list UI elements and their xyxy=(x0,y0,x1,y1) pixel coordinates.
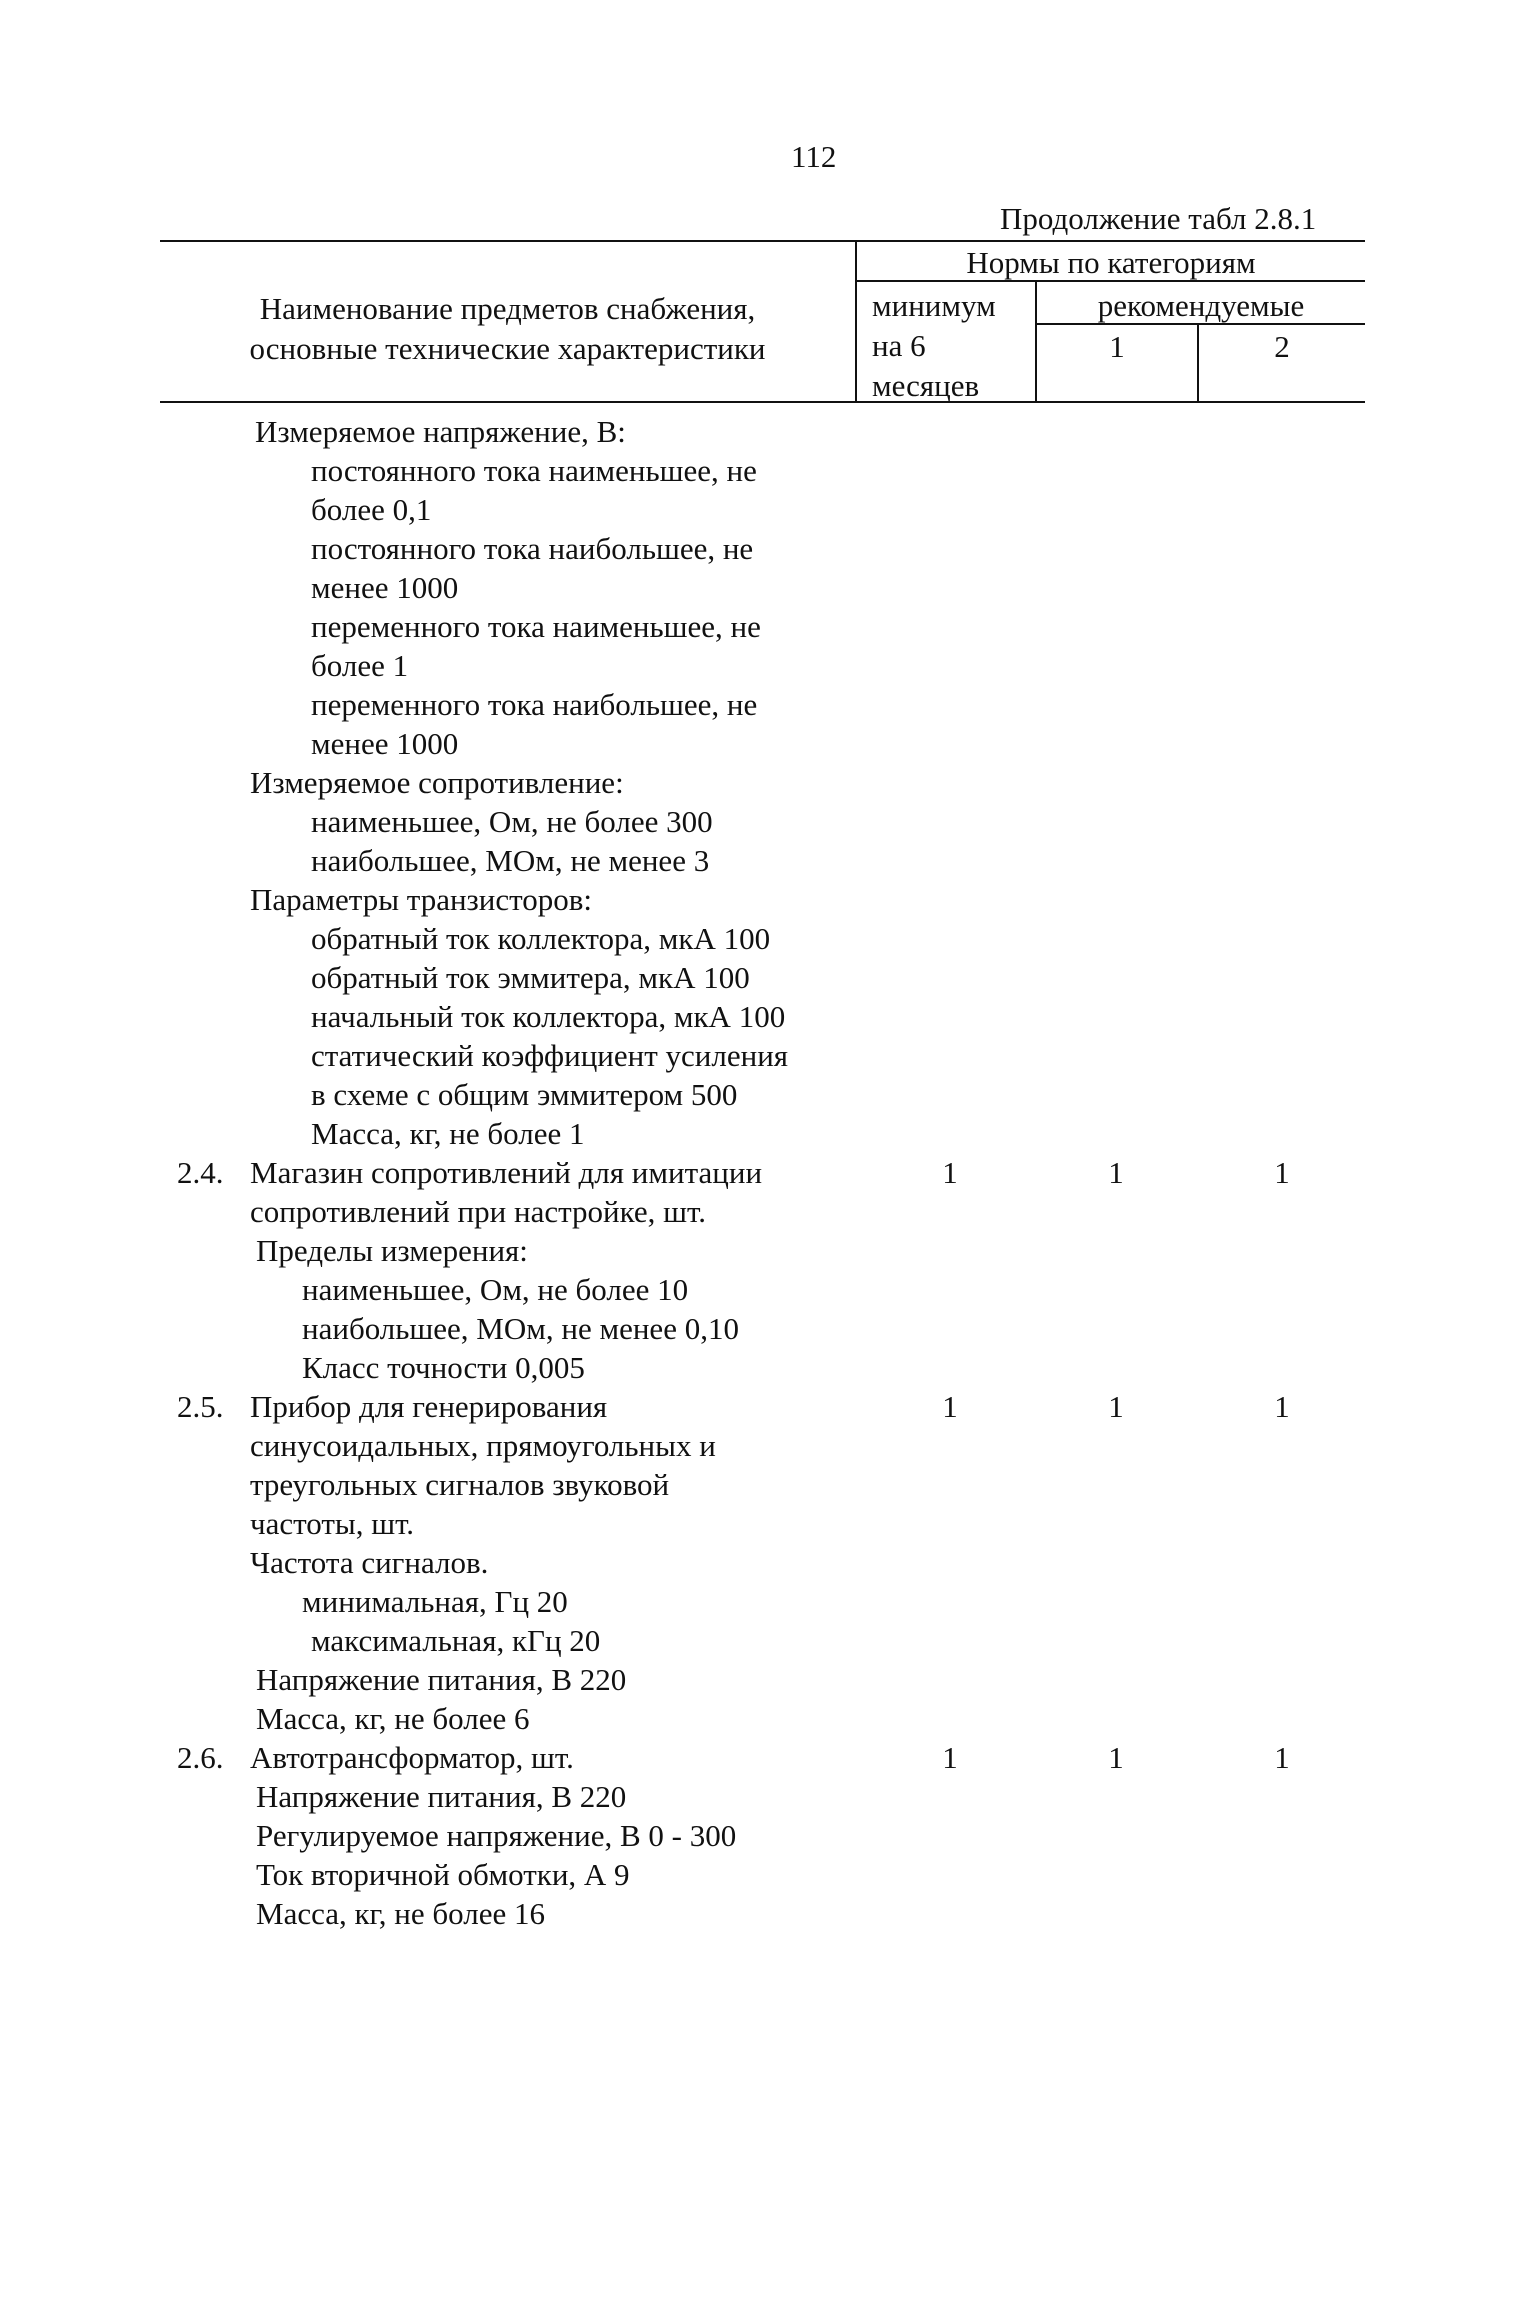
item-minimum-qty: 1 xyxy=(942,1740,958,1775)
item-minimum-qty: 1 xyxy=(942,1155,958,1190)
body-line: переменного тока наименьшее, не xyxy=(311,609,761,644)
body-line: Частота сигналов. xyxy=(250,1545,489,1580)
header-minimum-line-2: на 6 xyxy=(872,328,926,363)
header-minimum-line-3: месяцев xyxy=(872,368,980,403)
body-line: более 0,1 xyxy=(311,492,432,527)
body-line: Магазин сопротивлений для имитации xyxy=(250,1155,763,1190)
header-bottom-rule xyxy=(160,401,1365,403)
body-line: наименьшее, Ом, не более 300 xyxy=(311,804,713,839)
table-continuation-label: Продолжение табл 2.8.1 xyxy=(1000,201,1317,236)
page-number: 112 xyxy=(791,139,837,174)
body-line: Напряжение питания, В 220 xyxy=(256,1662,627,1697)
item-number: 2.6. xyxy=(177,1740,224,1775)
body-line: Параметры транзисторов: xyxy=(250,882,593,917)
item-category-1-qty: 1 xyxy=(1108,1155,1124,1190)
body-line: наименьшее, Ом, не более 10 xyxy=(302,1272,689,1307)
body-line: Автотрансформатор, шт. xyxy=(250,1740,574,1775)
table-top-rule xyxy=(160,240,1365,242)
body-line: менее 1000 xyxy=(311,570,459,605)
body-line: начальный ток коллектора, мкА 100 xyxy=(311,999,786,1034)
header-category-1: 1 xyxy=(1109,329,1125,364)
body-line: обратный ток коллектора, мкА 100 xyxy=(311,921,771,956)
body-line: Масса, кг, не более 1 xyxy=(311,1116,585,1151)
body-line: Пределы измерения: xyxy=(256,1233,528,1268)
header-recommended: рекомендуемые xyxy=(1097,288,1305,323)
body-line: постоянного тока наименьшее, не xyxy=(311,453,757,488)
body-line: Напряжение питания, В 220 xyxy=(256,1779,627,1814)
item-category-2-qty: 1 xyxy=(1274,1389,1290,1424)
item-number: 2.4. xyxy=(177,1155,224,1190)
body-line: Класс точности 0,005 xyxy=(302,1350,585,1385)
item-category-2-qty: 1 xyxy=(1274,1740,1290,1775)
item-number: 2.5. xyxy=(177,1389,224,1424)
body-line: менее 1000 xyxy=(311,726,459,761)
item-category-1-qty: 1 xyxy=(1108,1389,1124,1424)
body-line: Прибор для генерирования xyxy=(250,1389,608,1424)
body-line: максимальная, кГц 20 xyxy=(311,1623,601,1658)
header-minimum-line-1: минимум xyxy=(872,288,996,323)
body-line: в схеме с общим эммитером 500 xyxy=(311,1077,738,1112)
body-line: Ток вторичной обмотки, А 9 xyxy=(256,1857,630,1892)
body-line: сопротивлений при настройке, шт. xyxy=(250,1194,706,1229)
body-line: минимальная, Гц 20 xyxy=(302,1584,568,1619)
body-line: Измеряемое напряжение, В: xyxy=(255,414,626,449)
header-category-2: 2 xyxy=(1274,329,1290,364)
body-line: постоянного тока наибольшее, не xyxy=(311,531,754,566)
body-line: более 1 xyxy=(311,648,409,683)
body-line: треугольных сигналов звуковой xyxy=(250,1467,670,1502)
header-name-line-1: Наименование предметов снабжения, xyxy=(259,291,756,326)
body-line: синусоидальных, прямоугольных и xyxy=(250,1428,716,1463)
body-line: наибольшее, МОм, не менее 0,10 xyxy=(302,1311,739,1346)
body-line: наибольшее, МОм, не менее 3 xyxy=(311,843,710,878)
body-line: статический коэффициент усиления xyxy=(311,1038,789,1073)
body-line: переменного тока наибольшее, не xyxy=(311,687,758,722)
body-line: обратный ток эммитера, мкА 100 xyxy=(311,960,750,995)
body-line: Регулируемое напряжение, В 0 - 300 xyxy=(256,1818,737,1853)
header-norms: Нормы по категориям xyxy=(966,245,1256,280)
body-line: частоты, шт. xyxy=(250,1506,415,1541)
body-line: Масса, кг, не более 16 xyxy=(256,1896,545,1931)
body-line: Измеряемое сопротивление: xyxy=(250,765,624,800)
item-minimum-qty: 1 xyxy=(942,1389,958,1424)
header-name-line-2: основные технические характеристики xyxy=(249,331,766,366)
body-line: Масса, кг, не более 6 xyxy=(256,1701,530,1736)
item-category-1-qty: 1 xyxy=(1108,1740,1124,1775)
item-category-2-qty: 1 xyxy=(1274,1155,1290,1190)
